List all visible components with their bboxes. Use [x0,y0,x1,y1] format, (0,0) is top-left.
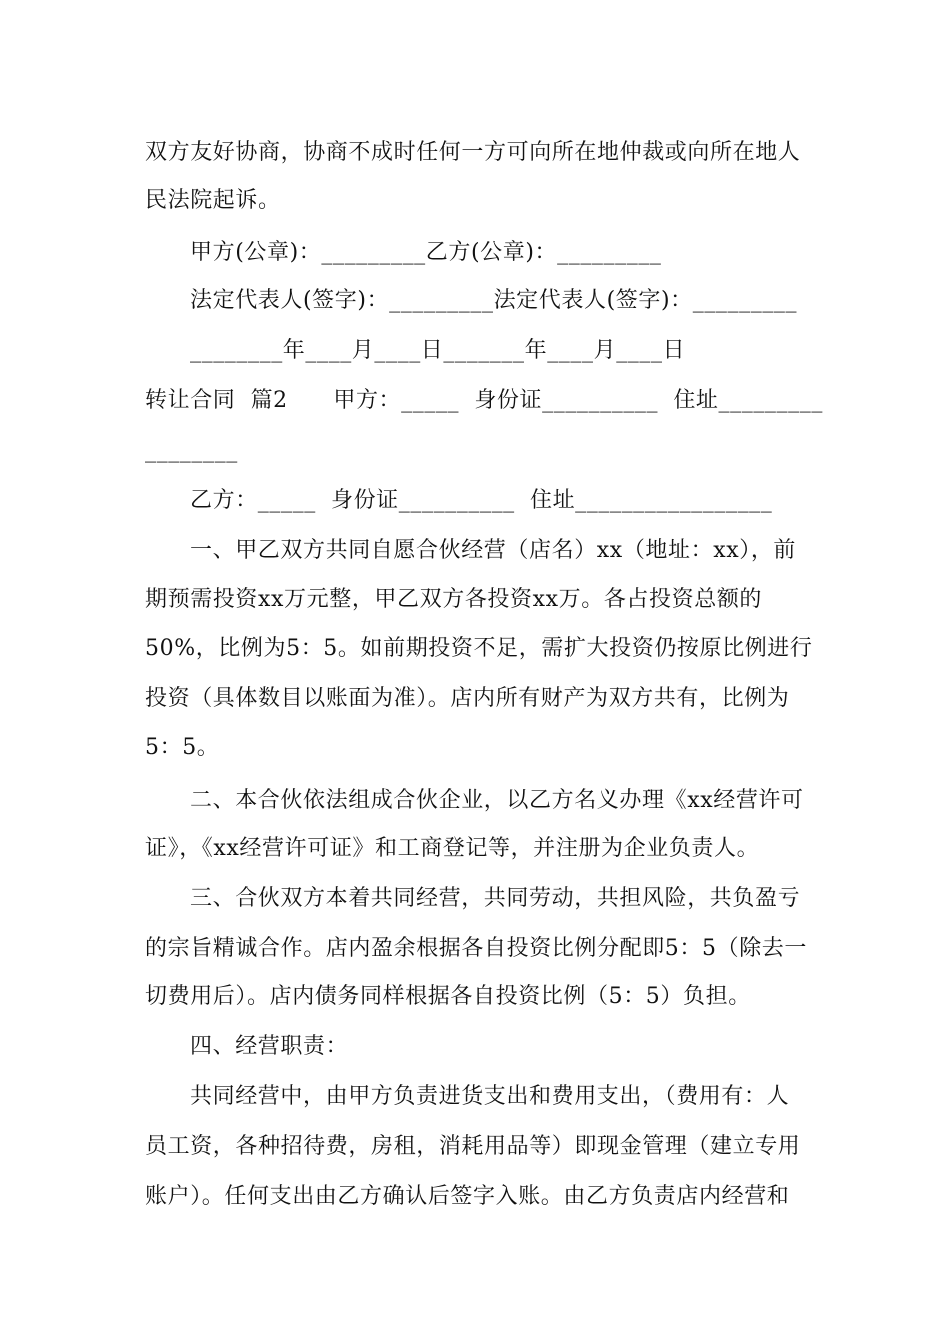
paragraph-line: 5：5。 [145,735,220,760]
paragraph-line: 投资（具体数目以账面为准）。店内所有财产为双方共有，比例为 [145,686,790,711]
clause-3-line: 三、合伙双方本着共同经营，共同劳动，共担风险，共负盈亏 [190,886,801,911]
paragraph-line: 账户）。任何支出由乙方确认后签字入账。由乙方负责店内经营和 [145,1184,790,1209]
clause-4-heading: 四、经营职责： [190,1034,349,1059]
paragraph-line: 共同经营中，由甲方负责进货支出和费用支出，（费用有：人 [190,1084,790,1109]
signature-date-line: ________年____月____日_______年____月____日 [190,338,686,363]
paragraph-line: 证》，《xx经营许可证》和工商登记等，并注册为企业负责人。 [145,836,760,861]
paragraph-line: 民法院起诉。 [145,188,281,213]
signature-representative-line: 法定代表人(签字)：_________法定代表人(签字)：_________ [190,288,798,313]
party-b-line: 乙方：_____ 身份证__________ 住址_________________ [190,488,773,513]
paragraph-line: 员工资，各种招待费，房租，消耗用品等）即现金管理（建立专用 [145,1134,801,1159]
section-heading-line: 转让合同 篇2 甲方：_____ 身份证__________ 住址_________ [145,388,823,413]
clause-1-line: 一、甲乙双方共同自愿合伙经营（店名）xx（地址：xx），前 [190,538,797,563]
paragraph-line: 切费用后）。店内债务同样根据各自投资比例（5：5）负担。 [145,984,751,1009]
paragraph-line: ________ [145,438,238,463]
paragraph-line: 双方友好协商，协商不成时任何一方可向所在地仲裁或向所在地人 [145,140,801,165]
signature-seal-line: 甲方(公章)：_________乙方(公章)：_________ [190,240,662,265]
paragraph-line: 期预需投资xx万元整，甲乙双方各投资xx万。各占投资总额的 [145,587,763,612]
clause-2-line: 二、本合伙依法组成合伙企业，以乙方名义办理《xx经营许可 [190,788,804,813]
paragraph-line: 的宗旨精诚合作。店内盈余根据各自投资比例分配即5：5（除去一 [145,936,807,961]
paragraph-line: 50%，比例为5：5。如前期投资不足，需扩大投资仍按原比例进行 [145,636,813,661]
